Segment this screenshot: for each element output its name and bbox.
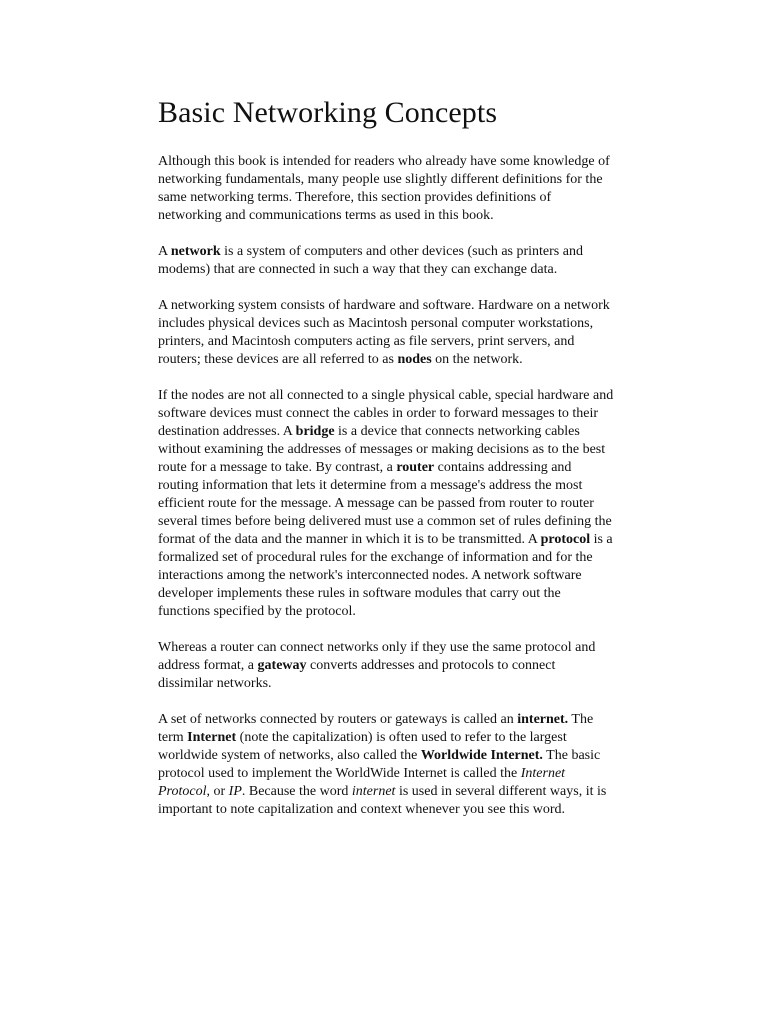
text-segment: (note the capitalization) is often used to refer to the largest worldwide system of networks, also called the (158, 730, 567, 763)
term-worldwide-internet: Worldwide Internet. (420, 748, 543, 763)
paragraph-internet (158, 711, 614, 819)
text-segment: is a formalized set of procedural rules for the exchange of information and for the interactions among the network's interconnected nodes. A network software developer implements these rules in software modules that carry out the functions specified by the protocol. (158, 532, 613, 619)
paragraph-intro (158, 153, 614, 225)
document-content (158, 93, 614, 837)
paragraph-network (158, 243, 614, 279)
paragraph-hardware (158, 297, 614, 369)
text-segment: The basic protocol used to implement the WorldWide Internet is called the (158, 748, 601, 781)
term-internet: internet. (517, 712, 569, 727)
term-Internet: Internet (187, 730, 237, 745)
text-segment: The term (158, 712, 594, 745)
italic-internet: internet (351, 784, 396, 799)
paragraph-gateway (158, 639, 614, 693)
paragraph-intro-text: Although this book is intended for readers who already have some knowledge of networking fundamentals, many people use slightly different definitions for the same networking terms. Therefore, this section provides definitions of networking and communications terms as used in this book. (158, 154, 610, 223)
italic-internet-protocol: Internet Protocol (158, 766, 566, 799)
paragraph-bridges-routers (158, 387, 614, 621)
text-segment: on the network. (431, 352, 523, 367)
text-segment: is a device that connects networking cables without examining the addresses of messages or making decisions as to the best route for a message to take. By contrast, a (158, 424, 606, 475)
term-network: network (170, 244, 221, 259)
text-segment: A networking system consists of hardware and software. Hardware on a network includes physical devices such as Macintosh personal computer workstations, printers, and Macintosh computers acting as file servers, print servers, and routers; these devices are all referred to as (158, 298, 610, 367)
text-segment: contains addressing and routing information that lets it determine from a message's address the most efficient route for the message. A message can be passed from router to router several times before being delivered must use a common set of rules defining the format of the data and the manner in which it is to be transmitted. A (158, 460, 612, 547)
text-segment: converts addresses and protocols to connect dissimilar networks. (158, 658, 556, 691)
text-segment: is a system of computers and other devices (such as printers and modems) that are connected in such a way that they can exchange data. (158, 244, 583, 277)
term-protocol: protocol (540, 532, 591, 547)
text-segment: . Because the word (241, 784, 352, 799)
text-segment: A set of networks connected by routers or gateways is called an (158, 712, 518, 727)
page-title: Basic Networking Concepts (158, 96, 498, 129)
text-segment: , or (206, 784, 229, 799)
term-bridge: bridge (295, 424, 335, 439)
term-nodes: nodes (397, 352, 432, 367)
text-segment: is used in several different ways, it is important to note capitalization and context whenever you see this word. (158, 784, 607, 817)
term-gateway: gateway (257, 658, 307, 673)
term-router: router (396, 460, 435, 475)
text-segment: Whereas a router can connect networks only if they use the same protocol and address format, a (158, 640, 596, 673)
text-segment: If the nodes are not all connected to a single physical cable, special hardware and software devices must connect the cables in order to forward messages to their destination addresses. A (158, 388, 614, 439)
italic-ip: IP (228, 784, 242, 799)
text-segment: A (158, 244, 171, 259)
